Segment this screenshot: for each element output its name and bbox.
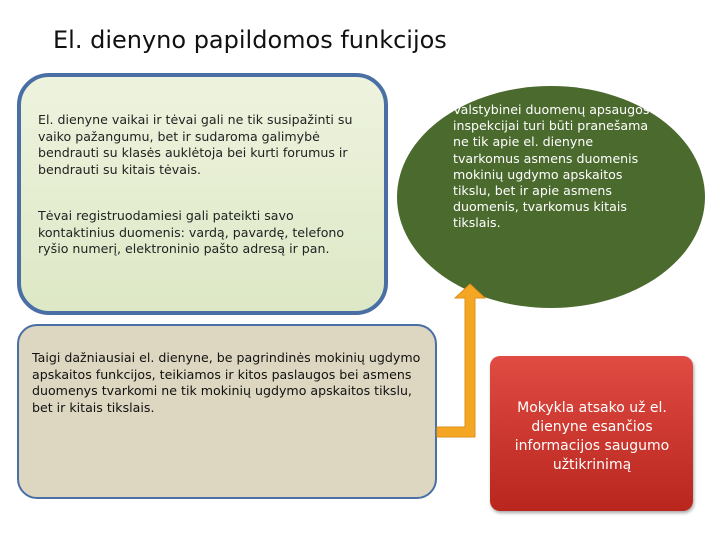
arrow-shape bbox=[437, 284, 485, 437]
responsibility-box-text: Mokykla atsako už el. dienyne esančios informacijos saugumo užtikrinimą bbox=[514, 400, 670, 473]
inspection-circle-text: Valstybinei duomenų apsaugos inspekcijai turi būti pranešama ne tik apie el. dienyne tvarkomus asmens duomenis mokinių ugdymo apskaitos tikslu, bet ir apie asmens duomenis, tvarkomus kitais tikslais. bbox=[453, 102, 650, 231]
page-title: El. dienyno papildomos funkcijos bbox=[53, 26, 447, 54]
info-box-top-paragraph-1: El. dienyne vaikai ir tėvai gali ne tik susipažinti su vaiko pažangumu, bet ir sudaroma galimybė bendrauti su klasės auklėtoja bei kurti forumus ir bendrauti su kitais tėvais. bbox=[38, 112, 353, 177]
info-box-top-paragraph-2: Tėvai registruodamiesi gali pateikti savo kontaktinius duomenis: vardą, pavardę, telefono ryšio numerį, elektroninio pašto adresą ir pan. bbox=[38, 208, 345, 256]
summary-box-text: Taigi dažniausiai el. dienyne, be pagrindinės mokinių ugdymo apskaitos funkcijos, teikiamos ir kitos paslaugos bei asmens duomenys tvarkomi ne tik mokinių ugdymo apskaitos tikslu, bet ir kitais tikslais. bbox=[32, 350, 421, 415]
